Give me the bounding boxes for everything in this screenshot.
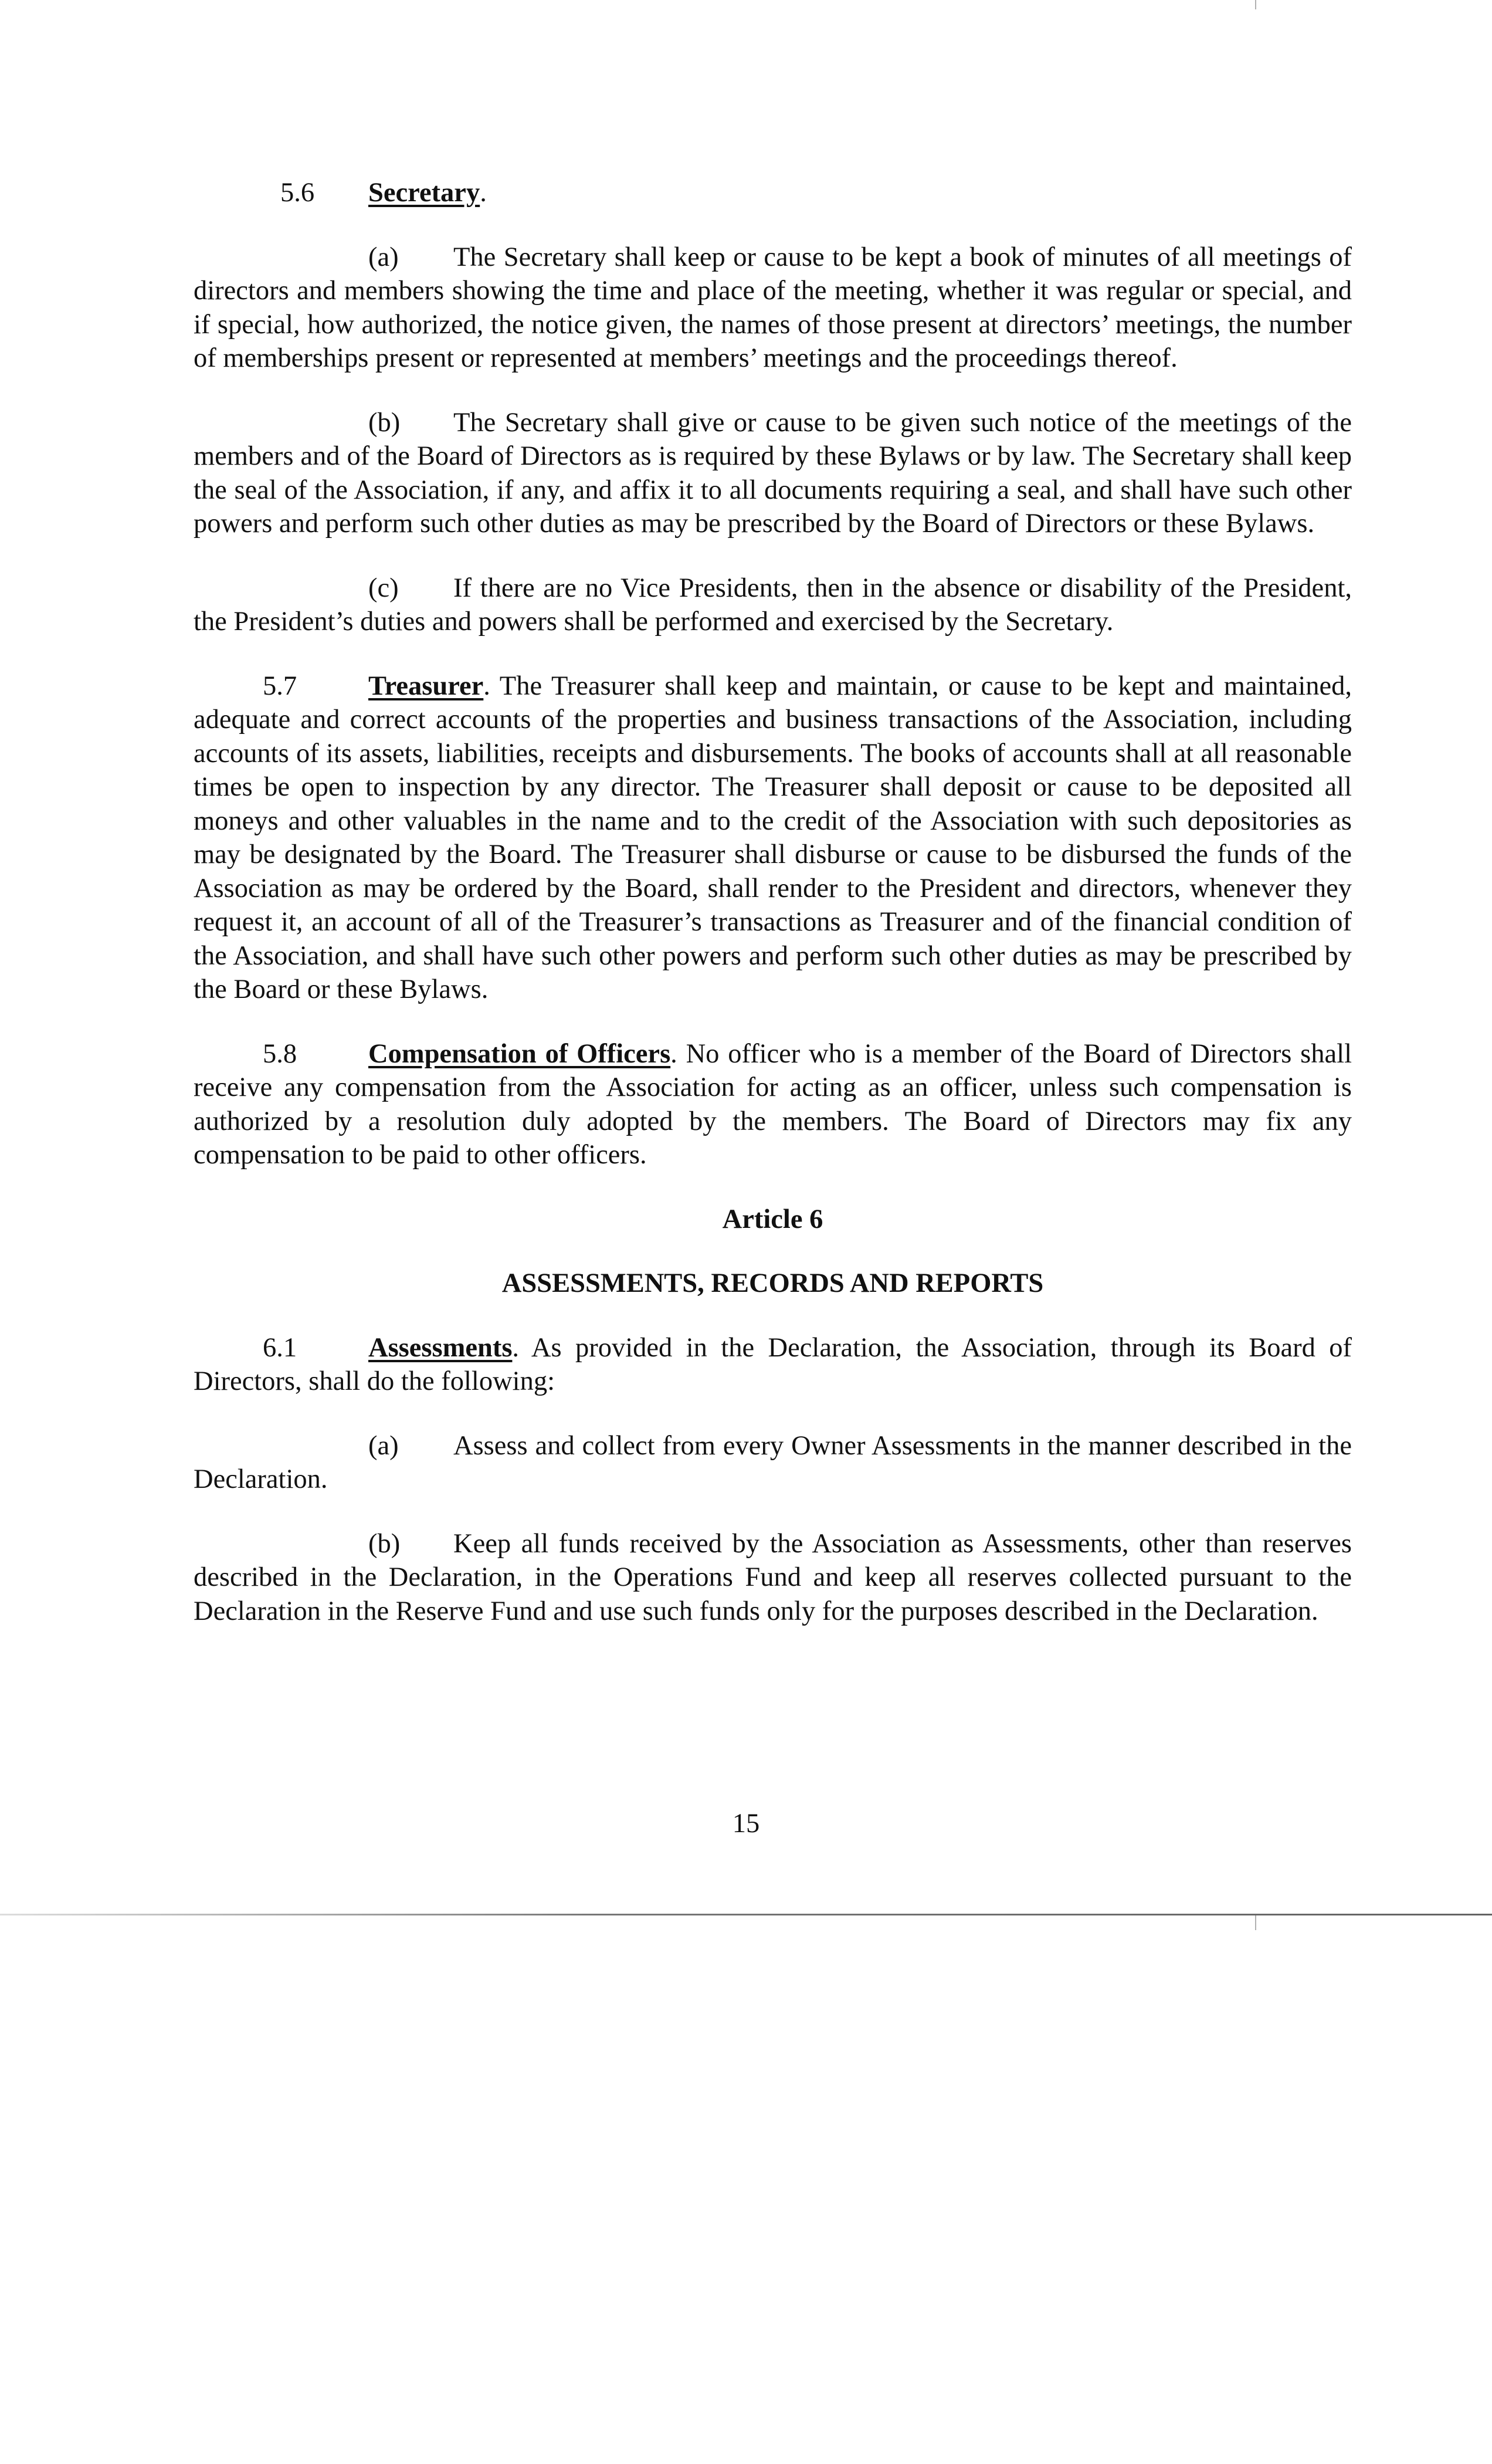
paragraph-label: (b) [368, 1528, 401, 1559]
paragraph-label: (a) [368, 1430, 399, 1461]
section-5-7-treasurer [194, 669, 1352, 1007]
paragraph-text: If there are no Vice Presidents, then in the absence or disability of the President, the President’s duties and powers shall be performed and exercised by the Secretary. [194, 573, 1352, 637]
section-text: . No officer who is a member of the Board of Directors shall receive any compensation from the Association for acting as an officer, unless such compensation is authorized by a resolution duly adopted by the members. The Board of Directors may fix any compensation to be paid to other officers. [194, 1038, 1352, 1170]
section-6-1-assessments [194, 1331, 1352, 1399]
section-6-1-paragraph-a [194, 1429, 1352, 1497]
paragraph-label: (b) [368, 407, 401, 438]
section-number: 5.8 [263, 1038, 297, 1069]
section-title: Treasurer [368, 671, 484, 701]
article-heading: Article 6 [722, 1204, 823, 1234]
page-content [194, 176, 1352, 1659]
page-number: 15 [732, 1809, 760, 1839]
section-title-suffix: . [480, 178, 487, 208]
section-title: Compensation of Officers [368, 1038, 671, 1069]
article-title: ASSESSMENTS, RECORDS AND REPORTS [501, 1268, 1044, 1298]
paragraph-label: (a) [368, 242, 399, 272]
paragraph-text: Keep all funds received by the Association as Assessments, other than reserves described in the Declaration, in the Operations Fund and keep all reserves collected pursuant to the Declaration in the Reserve Fund and use such funds only for the purposes described in the Declaration. [194, 1528, 1352, 1626]
section-5-6-heading [194, 176, 1352, 210]
section-5-8-compensation [194, 1037, 1352, 1172]
section-number: 6.1 [263, 1332, 297, 1363]
scan-artifact-tick [1255, 0, 1256, 9]
paragraph-text: Assess and collect from every Owner Assessments in the manner described in the Declaration. [194, 1430, 1352, 1494]
section-6-1-paragraph-b [194, 1527, 1352, 1629]
scan-artifact-line [0, 1914, 1492, 1915]
section-5-6-paragraph-c [194, 571, 1352, 639]
section-title: Secretary [368, 178, 480, 208]
section-number: 5.7 [263, 671, 297, 701]
section-5-6-paragraph-b [194, 406, 1352, 541]
section-title: Assessments [368, 1332, 513, 1363]
section-number: 5.6 [280, 178, 315, 208]
section-5-6-paragraph-a [194, 241, 1352, 375]
paragraph-label: (c) [368, 573, 399, 603]
scan-artifact-tick [1255, 1915, 1256, 1930]
section-text: . As provided in the Declaration, the Association, through its Board of Directors, shall do the following: [194, 1332, 1352, 1396]
section-text: . The Treasurer shall keep and maintain, or cause to be kept and maintained, adequate and correct accounts of the properties and business transactions of the Association, including accounts of its assets, liabilities, receipts and disbursements. The books of accounts shall at all reasonable times be open to inspection by any director. The Treasurer shall deposit or cause to be deposited all moneys and other valuables in the name and to the credit of the Association with such depositories as may be designated by the Board. The Treasurer shall disburse or cause to be disbursed the funds of the Association as may be ordered by the Board, shall render to the President and directors, whenever they request it, an account of all of the Treasurer’s transactions as Treasurer and of the financial condition of the Association, and shall have such other powers and perform such other duties as may be prescribed by the Board or these Bylaws. [194, 671, 1352, 1004]
paragraph-text: The Secretary shall give or cause to be given such notice of the meetings of the members and of the Board of Directors as is required by these Bylaws or by law. The Secretary shall keep the seal of the Association, if any, and affix it to all documents requiring a seal, and shall have such other powers and perform such other duties as may be prescribed by the Board of Directors or these Bylaws. [194, 407, 1352, 539]
paragraph-text: The Secretary shall keep or cause to be kept a book of minutes of all meetings of directors and members showing the time and place of the meeting, whether it was regular or special, and if special, how authorized, the notice given, the names of those present at directors’ meetings, the number of memberships present or represented at members’ meetings and the proceedings thereof. [194, 242, 1352, 373]
